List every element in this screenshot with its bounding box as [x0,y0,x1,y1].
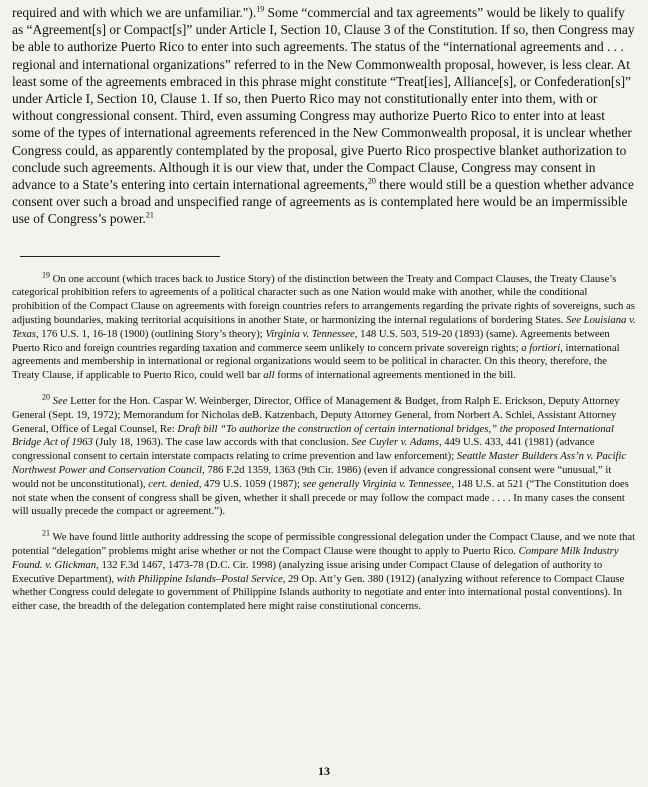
footnote-text: (July 18, 1963). The case law accords with that conclusion. [92,436,352,449]
body-text-segment: required and with which we are unfamiliar."). [12,5,257,20]
footnote-text: Letter for the Hon. Caspar W. Weinberger, Director, Office of Management & Budget, from Ralph E. Erickson, Deputy Attorney General (Sept. 19, 1972); Memorandum for Nicholas deB. Katzenbach, Deputy Attorney General, from Norbert A. Schlei, Assistant Attorney General, Office of Legal Counsel, Re: [12,395,620,435]
page-number: 13 [318,764,330,778]
document-title: Draft bill “To authorize the construction of certain international bridges,” the proposed International Bridge Act of 1963 [12,422,614,449]
footnote-text: , 176 U.S. 1, 16-18 (1900) (outlining Story’s theory); [35,327,266,340]
footnote-text: , 148 U.S. at 521 (“The Constitution does not state when the consent of congress shall be given, whether it shall precede or may follow the compact made . . . . In many cases the consent will usually precede the compact or agreement.”). [12,477,629,518]
footnote-separator [20,256,220,257]
case-citation: see generally Virginia v. Tennessee [302,477,452,490]
case-citation: Compare Milk Industry Found. v. Glickman [12,544,619,571]
case-citation: See Cuyler v. Adams [351,436,439,449]
footnote-text: forms of international agreements mentioned in the bill. [274,369,516,382]
footnote-ref-20[interactable]: 20 [367,176,376,186]
case-history: cert. denied [148,477,199,490]
footnote-text: , 479 U.S. 1059 (1987); [198,477,303,490]
case-citation: Seattle Master Builders Ass’n v. Pacific Northwest Power and Conservation Council [12,450,627,476]
footnote-19 [12,270,636,383]
case-citation: with Philippine Islands–Postal Service [116,572,283,585]
footnote-text: , 148 U.S. 503, 519-20 (1893) (same). Agreements between Puerto Rico and foreign countries regarding taxation and commerce seem unlikely to concern private sovereign rights; [12,327,610,354]
footnote-number: 20 [42,392,50,402]
footnote-number: 19 [42,270,50,280]
body-text-segment: there would still be a question whether advance consent over such a broad and unspecified range of agreements as is contemplated here would be an impermissible use of Congress’s power. [12,177,634,227]
footnote-text: , 29 Op. Att’y Gen. 380 (1912) (analyzing without reference to Compact Clause whether Congress could delegate to government of Philippine Islands authority to negotiate and enter into international postal conventions). In either case, the breadth of the delegation contemplated here might raise constitutional concerns. [12,572,625,613]
footnote-21 [12,528,636,614]
footnote-text: , 132 F.3d 1467, 1473-78 (D.C. Cir. 1998) (analyzing issue arising under Compact Clause of delegation of authority to Executive Department), [12,558,603,585]
body-text-segment: Some “commercial and tax agreements” would be likely to qualify as “Agreement[s] or Compact[s]” under Article I, Section 10, Clause 3 of the Constitution. If so, then Congress may be able to authorize Puerto Rico to enter into such agreements. The status of the “international agreements and . . . regional and international organizations” referred to in the New Commonwealth proposal, however, is less clear. At least some of the agreements embraced in this phrase might constitute “Treat[ies], Alliance[s], or Confederation[s]” under Article I, Section 10, Clause 1. If so, then Puerto Rico may not constitutionally enter into them, with or without congressional consent. Third, even assuming Congress may authorize Puerto Rico to enter into at least some of the types of international agreements referenced in the New Commonwealth proposal, it is unclear whether Congress could, as apparently contemplated by the proposal, give Puerto Rico prospective blanket authorization to conclude such agreements. Although it is our view that, under the Compact Clause, Congress may consent in advance to a State’s entering into certain international agreements, [12,5,635,193]
footnote-20 [12,392,636,519]
body-paragraph [12,4,636,228]
latin-phrase: a fortiori [521,341,561,354]
footnote-text: We have found little authority addressing the scope of permissible congressional delegation under the Compact Clause, and we note that potential “delegation” problems might arise whether or not the Compact Clause were thought to apply to Puerto Rico. [12,531,636,557]
footnote-text: , 786 F.2d 1359, 1363 (9th Cir. 1986) (even if advance congressional consent were “unusual,” it would not be unconstitutional), [12,464,612,490]
signal: See [52,395,68,408]
footnote-text: , international agreements and membership in international or regional organizations would seem to be political in character. On this theory, therefore, the Treaty Clause, if applicable to Puerto Rico, could well bar [12,341,620,382]
footnote-text: , 449 U.S. 433, 441 (1981) (advance congressional consent to certain interstate compacts relating to crime prevention and law enforcement); [12,436,595,463]
case-citation: See Louisiana v. Texas [12,314,636,340]
footnote-ref-21[interactable]: 21 [145,210,154,220]
case-citation: Virginia v. Tennessee [265,327,355,340]
footnote-number: 21 [42,528,50,538]
footnote-text: On one account (which traces back to Justice Story) of the distinction between the Treaty and Compact Clauses, the Treaty Clause’s categorical prohibition refers to agreements of a political character such as one Nation would make with another, while the conditional prohibition of the Compact Clause on agreements with foreign countries refers to arrangements regarding the private rights of sovereigns, such as adjusting boundaries, making territorial acquisitions in another State, or harmonizing the internal regulations of bordering States. [12,272,635,327]
footnote-ref-19[interactable]: 19 [256,4,265,14]
emphasis: all [263,369,275,382]
